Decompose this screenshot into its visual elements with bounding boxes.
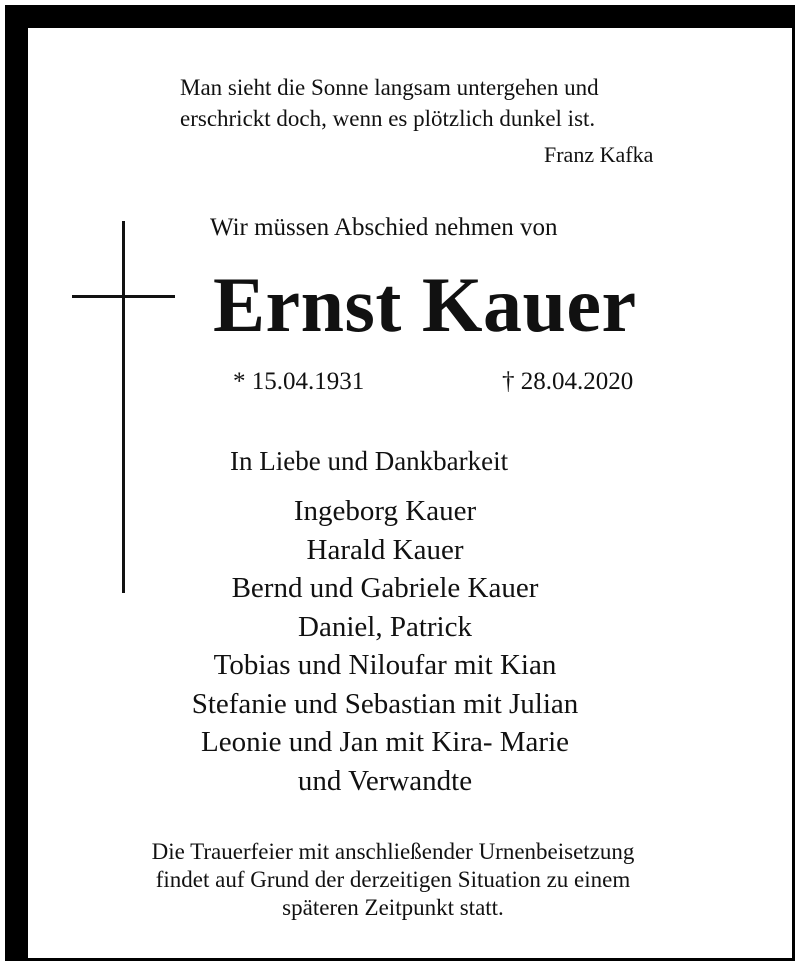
mourner-line: Leonie und Jan mit Kira- Marie <box>200 726 570 758</box>
dedication-text: In Liebe und Dankbarkeit <box>230 446 509 476</box>
funeral-notice <box>28 838 792 922</box>
mourner-line: Tobias und Niloufar mit Kian <box>213 649 557 681</box>
funeral-notice-line: späteren Zeitpunkt statt. <box>282 895 504 920</box>
obituary-inner-border <box>25 25 795 961</box>
obituary-border <box>5 5 795 961</box>
mourners-list <box>28 492 792 800</box>
mourner-line: Stefanie und Sebastian mit Julian <box>191 687 579 720</box>
epigraph-line-2: erschrickt doch, wenn es plötzlich dunkel ist. <box>180 106 596 131</box>
mourner-line: Ingeborg Kauer <box>293 495 477 527</box>
epigraph-line-1: Man sieht die Sonne langsam untergehen und <box>180 75 599 100</box>
mourner-line: Daniel, Patrick <box>298 610 472 643</box>
cross-icon-crossbar <box>72 295 175 298</box>
birth-date: * 15.04.1931 <box>233 368 365 395</box>
epigraph-author: Franz Kafka <box>544 142 654 167</box>
funeral-notice-line: Die Trauerfeier mit anschließender Urnenbeisetzung <box>151 839 635 864</box>
funeral-notice-line: findet auf Grund der derzeitigen Situation zu einem <box>155 867 631 892</box>
intro-text: Wir müssen Abschied nehmen von <box>210 214 558 241</box>
mourner-line: Bernd und Gabriele Kauer <box>231 572 539 604</box>
mourner-line: Harald Kauer <box>306 533 464 566</box>
deceased-name: Ernst Kauer <box>213 261 637 348</box>
mourner-line: und Verwandte <box>297 764 473 797</box>
obituary-card <box>28 28 792 958</box>
death-date: † 28.04.2020 <box>502 368 634 395</box>
